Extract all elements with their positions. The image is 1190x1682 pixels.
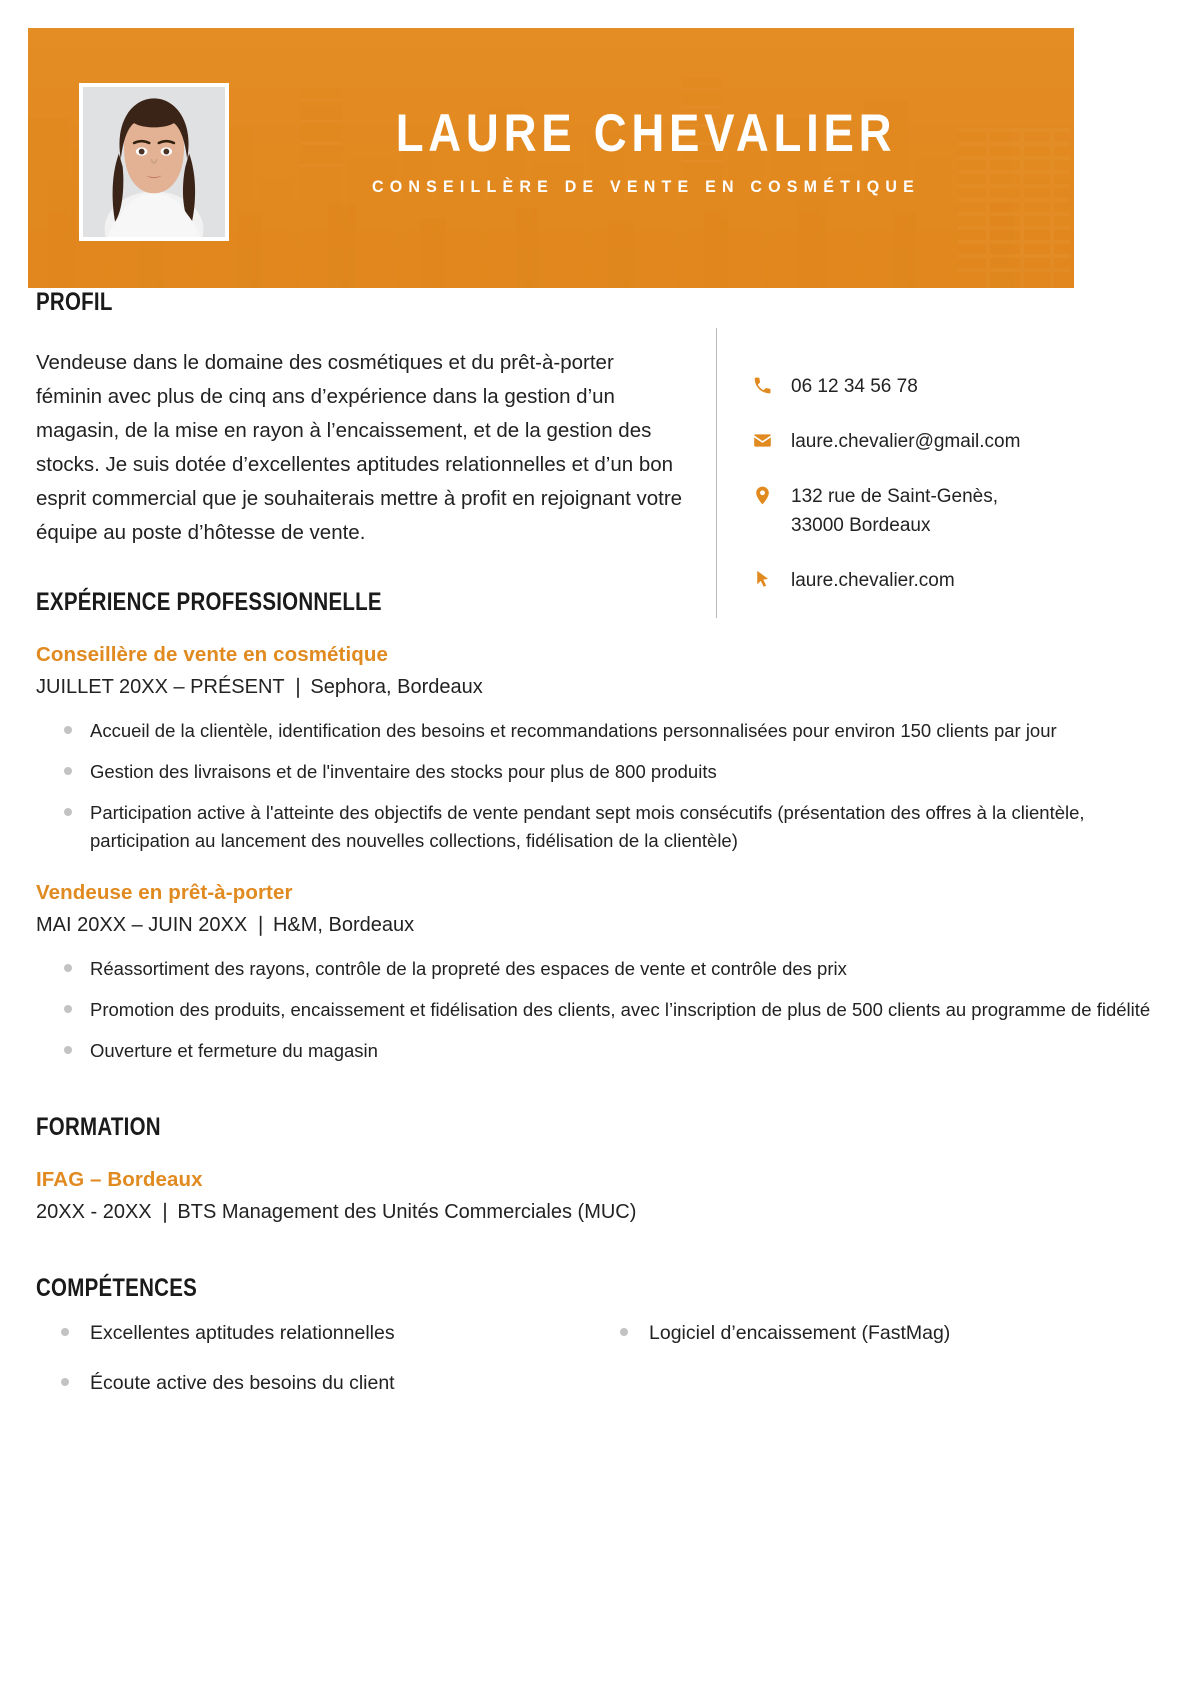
page-title: LAURE CHEVALIER: [395, 104, 897, 163]
education-dates: 20XX - 20XX: [36, 1201, 152, 1223]
list-item: Gestion des livraisons et de l'inventaire des stocks pour plus de 800 produits: [36, 758, 1154, 786]
education-school: IFAG – Bordeaux: [36, 1168, 203, 1191]
skills-list-right: [595, 1319, 1154, 1347]
header-title-block: [258, 106, 1034, 197]
skills-column-left: [36, 1319, 595, 1419]
skills-list-left: [36, 1319, 595, 1397]
location-pin-icon: [752, 482, 782, 506]
experience-bullet-list: [36, 717, 1154, 855]
experience-company: H&M, Bordeaux: [272, 914, 415, 936]
education-section: [0, 1113, 1190, 1226]
section-heading-experience: EXPÉRIENCE PROFESSIONNELLE: [36, 588, 382, 616]
experience-job-meta: [36, 911, 1154, 939]
contact-email[interactable]: [752, 427, 1152, 456]
list-item: Logiciel d’encaissement (FastMag): [595, 1319, 1154, 1347]
experience-bullet-list: [36, 955, 1154, 1065]
experience-entry: [36, 643, 1154, 855]
address-line-1: 132 rue de Saint-Genès,: [791, 486, 999, 507]
address-line-2: 33000 Bordeaux: [791, 515, 931, 536]
experience-job-meta: [36, 673, 1154, 701]
list-item: Participation active à l'atteinte des objectifs de vente pendant sept mois consécutifs (présentation des offres à la clientèle, participation au lancement des nouvelles collections, fidélisation de la clientèle): [36, 799, 1154, 855]
experience-job-title: Vendeuse en prêt-à-porter: [36, 881, 293, 904]
profile-section: [36, 288, 686, 550]
section-heading-competences: COMPÉTENCES: [36, 1274, 198, 1302]
header-banner: [28, 28, 1074, 288]
cursor-arrow-icon: [752, 566, 782, 590]
profile-text: Vendeuse dans le domaine des cosmétiques et du prêt-à-porter féminin avec plus de cinq ans d’expérience dans la gestion d’un magasin, de la mise en rayon à l’encaissement, et de la gestion des stocks. Je suis dotée d’excellentes aptitudes relationnelles et d’un bon esprit commercial que je souhaiterais mettre à profit en rejoignant votre équipe au poste d’hôtesse de vente.: [36, 351, 683, 544]
education-degree: BTS Management des Unités Commerciales (MUC): [177, 1201, 637, 1223]
meta-separator: ❘: [289, 676, 307, 698]
address-text: [782, 482, 998, 540]
experience-section: [0, 588, 1190, 1065]
experience-entry: [36, 881, 1154, 1065]
envelope-icon: [752, 427, 782, 451]
phone-text: 06 12 34 56 78: [791, 376, 918, 397]
email-text: laure.chevalier@gmail.com: [791, 431, 1021, 452]
meta-separator: ❘: [252, 914, 269, 936]
list-item: Ouverture et fermeture du magasin: [36, 1037, 1154, 1065]
profile-contact-row: [0, 288, 1190, 591]
list-item: Écoute active des besoins du client: [36, 1369, 595, 1397]
skills-column-right: [595, 1319, 1154, 1419]
experience-company: Sephora, Bordeaux: [310, 676, 483, 698]
list-item: Excellentes aptitudes relationnelles: [36, 1319, 595, 1347]
meta-separator: ❘: [156, 1201, 174, 1223]
phone-icon: [752, 372, 782, 396]
skills-section: [0, 1274, 1190, 1419]
contact-address[interactable]: [752, 482, 1152, 540]
website-text: laure.chevalier.com: [791, 570, 955, 591]
education-meta: [36, 1198, 1154, 1226]
vertical-divider: [716, 328, 717, 618]
contact-phone[interactable]: [752, 372, 1152, 401]
section-heading-formation: FORMATION: [36, 1113, 161, 1141]
avatar: [79, 83, 229, 241]
job-subtitle: CONSEILLÈRE DE VENTE EN COSMÉTIQUE: [371, 177, 921, 196]
experience-dates: JUILLET 20XX – PRÉSENT: [36, 676, 285, 698]
resume-body: [0, 288, 1190, 1419]
list-item: Promotion des produits, encaissement et fidélisation des clients, avec l’inscription de plus de 500 clients au programme de fidélité: [36, 996, 1154, 1024]
list-item: Accueil de la clientèle, identification des besoins et recommandations personnalisées pour environ 150 clients par jour: [36, 717, 1154, 745]
experience-dates: MAI 20XX – JUIN 20XX: [36, 914, 248, 936]
experience-job-title: Conseillère de vente en cosmétique: [36, 643, 389, 666]
section-heading-profil: PROFIL: [36, 288, 113, 316]
contact-section: [752, 372, 1152, 595]
portrait-photo: [83, 87, 225, 237]
education-entry: [36, 1168, 1154, 1226]
list-item: Réassortiment des rayons, contrôle de la propreté des espaces de vente et contrôle des prix: [36, 955, 1154, 983]
skills-columns: [36, 1319, 1154, 1419]
